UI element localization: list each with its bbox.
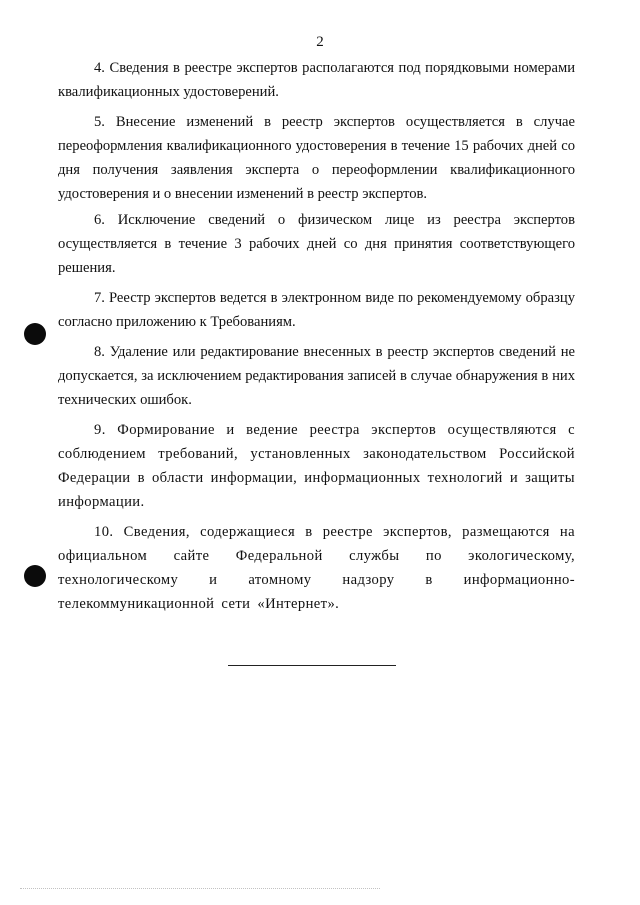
paragraph-6: 6. Исключение сведений о физическом лице из реестра экспертов осуществляется в течение 3 рабочих дней со дня принятия соответствующего решения. [58,212,575,276]
paragraph-5: 5. Внесение изменений в реестр экспертов осуществляется в случае переоформления квалификационного удостоверения в течение 15 рабочих дней со дня получения заявления эксперта о переоформлении квалификационного удостоверения и о внесении изменений в реестр экспертов. [58,114,575,202]
paragraph-4: 4. Сведения в реестре экспертов располагаются под порядковыми номерами квалификационных удостоверений. [58,60,575,100]
page-number: 2 [316,34,324,50]
paragraph-8: 8. Удаление или редактирование внесенных в реестр экспертов сведений не допускается, за исключением редактирования записей в случае обнаружения в них технических ошибок. [58,344,575,408]
punch-hole-mark [24,323,46,345]
paragraph-7: 7. Реестр экспертов ведется в электронном виде по рекомендуемому образцу согласно приложению к Требованиям. [58,290,575,330]
paragraph-10: 10. Сведения, содержащиеся в реестре экспертов, размещаются на официальном сайте Федеральной службы по экологическому, технологическому и атомному надзору в информационно-телекоммуникационной сети «Интернет». [58,524,575,612]
punch-hole-mark [24,565,46,587]
closing-separator-line [228,665,396,666]
paragraph-9: 9. Формирование и ведение реестра экспертов осуществляются с соблюдением требований, установленных законодательством Российской Федерации в области информации, информационных технологий и защиты информации. [58,422,575,510]
scan-noise-artifact [20,888,380,892]
